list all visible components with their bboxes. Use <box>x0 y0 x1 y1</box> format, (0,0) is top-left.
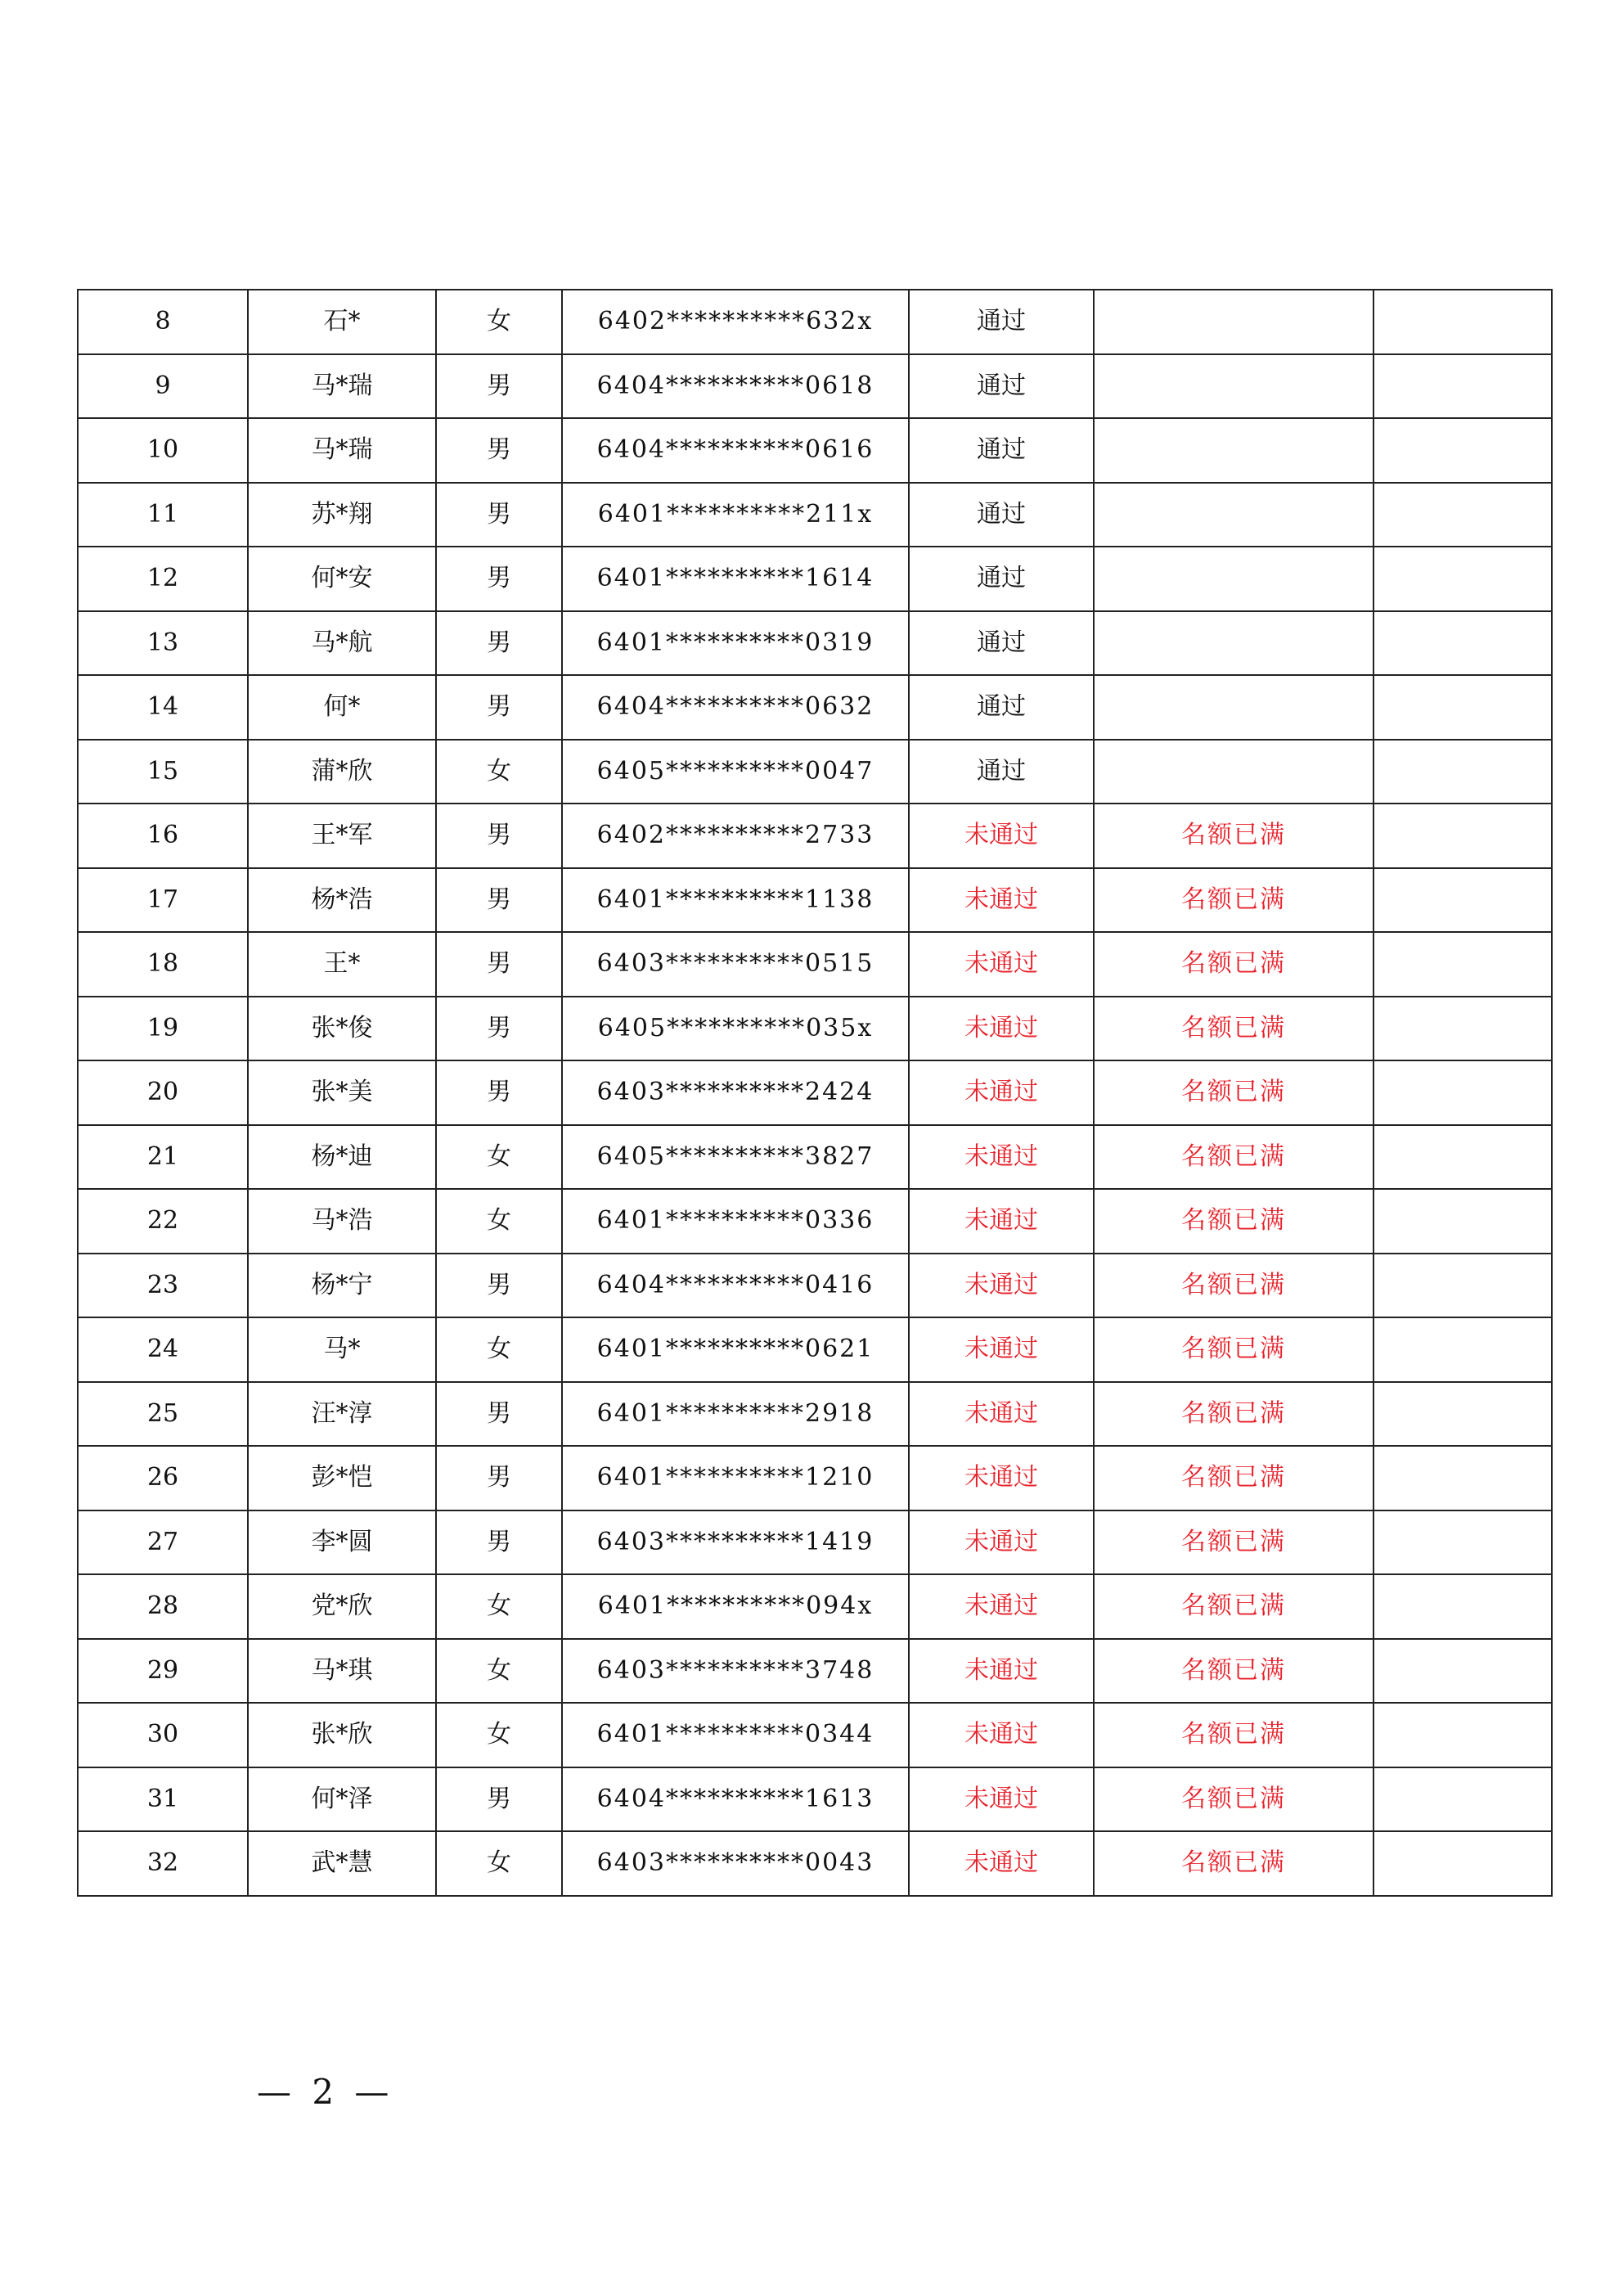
name-cell: 王* <box>248 932 436 997</box>
remark-cell: 名额已满 <box>1094 1060 1373 1125</box>
remark-cell: 名额已满 <box>1094 1767 1373 1832</box>
remark-cell <box>1094 740 1373 804</box>
note-cell <box>1373 1254 1552 1318</box>
remark-cell: 名额已满 <box>1094 1574 1373 1639</box>
table-row <box>78 547 1552 611</box>
remark-cell: 名额已满 <box>1094 1254 1373 1318</box>
name-cell: 彭*恺 <box>248 1446 436 1510</box>
gender-cell: 女 <box>436 1189 562 1254</box>
remark-cell: 名额已满 <box>1094 804 1373 868</box>
gender-cell: 男 <box>436 1767 562 1832</box>
result-cell: 未通过 <box>909 1510 1094 1575</box>
id-number-cell: 6401**********2918 <box>562 1382 909 1447</box>
table-row <box>78 1317 1552 1382</box>
result-cell: 未通过 <box>909 1382 1094 1447</box>
remark-cell: 名额已满 <box>1094 1446 1373 1510</box>
remark-cell <box>1094 547 1373 611</box>
name-cell: 何* <box>248 675 436 740</box>
result-cell: 通过 <box>909 740 1094 804</box>
table-row <box>78 1831 1552 1896</box>
result-cell: 未通过 <box>909 1125 1094 1190</box>
row-number-cell: 18 <box>78 932 248 997</box>
gender-cell: 男 <box>436 1254 562 1318</box>
row-number-cell: 30 <box>78 1703 248 1767</box>
name-cell: 马*瑞 <box>248 354 436 419</box>
gender-cell: 女 <box>436 740 562 804</box>
table-row <box>78 1510 1552 1575</box>
row-number-cell: 29 <box>78 1639 248 1704</box>
row-number-cell: 10 <box>78 418 248 483</box>
note-cell <box>1373 1831 1552 1896</box>
row-number-cell: 11 <box>78 483 248 547</box>
id-number-cell: 6404**********0416 <box>562 1254 909 1318</box>
name-cell: 马*浩 <box>248 1189 436 1254</box>
id-number-cell: 6402**********632x <box>562 290 909 354</box>
result-cell: 未通过 <box>909 1060 1094 1125</box>
name-cell: 马*瑞 <box>248 418 436 483</box>
id-number-cell: 6403**********2424 <box>562 1060 909 1125</box>
id-number-cell: 6401**********1138 <box>562 868 909 933</box>
note-cell <box>1373 932 1552 997</box>
note-cell <box>1373 1125 1552 1190</box>
table-row <box>78 290 1552 354</box>
id-number-cell: 6403**********3748 <box>562 1639 909 1704</box>
id-number-cell: 6404**********0616 <box>562 418 909 483</box>
result-cell: 未通过 <box>909 1574 1094 1639</box>
row-number-cell: 23 <box>78 1254 248 1318</box>
result-cell: 未通过 <box>909 804 1094 868</box>
table-row <box>78 675 1552 740</box>
name-cell: 蒲*欣 <box>248 740 436 804</box>
id-number-cell: 6401**********0621 <box>562 1317 909 1382</box>
result-cell: 未通过 <box>909 932 1094 997</box>
remark-cell: 名额已满 <box>1094 1317 1373 1382</box>
remark-cell <box>1094 418 1373 483</box>
id-number-cell: 6403**********0515 <box>562 932 909 997</box>
id-number-cell: 6404**********0632 <box>562 675 909 740</box>
note-cell <box>1373 1189 1552 1254</box>
table-body <box>78 290 1552 1896</box>
id-number-cell: 6403**********1419 <box>562 1510 909 1575</box>
table-row <box>78 1189 1552 1254</box>
note-cell <box>1373 611 1552 676</box>
row-number-cell: 16 <box>78 804 248 868</box>
remark-cell: 名额已满 <box>1094 1831 1373 1896</box>
id-number-cell: 6405**********0047 <box>562 740 909 804</box>
gender-cell: 男 <box>436 997 562 1061</box>
table-row <box>78 1767 1552 1832</box>
name-cell: 王*军 <box>248 804 436 868</box>
name-cell: 汪*淳 <box>248 1382 436 1447</box>
id-number-cell: 6401**********0336 <box>562 1189 909 1254</box>
result-cell: 未通过 <box>909 1831 1094 1896</box>
result-cell: 通过 <box>909 675 1094 740</box>
id-number-cell: 6404**********0618 <box>562 354 909 419</box>
gender-cell: 男 <box>436 547 562 611</box>
id-number-cell: 6401**********1614 <box>562 547 909 611</box>
result-cell: 通过 <box>909 611 1094 676</box>
name-cell: 武*慧 <box>248 1831 436 1896</box>
name-cell: 马* <box>248 1317 436 1382</box>
row-number-cell: 9 <box>78 354 248 419</box>
table-row <box>78 1382 1552 1447</box>
remark-cell: 名额已满 <box>1094 997 1373 1061</box>
row-number-cell: 21 <box>78 1125 248 1190</box>
row-number-cell: 17 <box>78 868 248 933</box>
note-cell <box>1373 675 1552 740</box>
name-cell: 杨*宁 <box>248 1254 436 1318</box>
gender-cell: 女 <box>436 290 562 354</box>
id-number-cell: 6401**********094x <box>562 1574 909 1639</box>
result-cell: 通过 <box>909 547 1094 611</box>
name-cell: 张*美 <box>248 1060 436 1125</box>
gender-cell: 男 <box>436 354 562 419</box>
id-number-cell: 6401**********0319 <box>562 611 909 676</box>
table-row <box>78 1446 1552 1510</box>
table-row <box>78 804 1552 868</box>
remark-cell: 名额已满 <box>1094 1703 1373 1767</box>
table-row <box>78 1574 1552 1639</box>
result-cell: 通过 <box>909 290 1094 354</box>
note-cell <box>1373 1317 1552 1382</box>
row-number-cell: 22 <box>78 1189 248 1254</box>
row-number-cell: 19 <box>78 997 248 1061</box>
id-number-cell: 6401**********211x <box>562 483 909 547</box>
gender-cell: 男 <box>436 1382 562 1447</box>
note-cell <box>1373 740 1552 804</box>
id-number-cell: 6405**********3827 <box>562 1125 909 1190</box>
gender-cell: 女 <box>436 1639 562 1704</box>
note-cell <box>1373 1382 1552 1447</box>
id-number-cell: 6401**********1210 <box>562 1446 909 1510</box>
name-cell: 党*欣 <box>248 1574 436 1639</box>
note-cell <box>1373 483 1552 547</box>
result-cell: 未通过 <box>909 1639 1094 1704</box>
note-cell <box>1373 1574 1552 1639</box>
note-cell <box>1373 1767 1552 1832</box>
remark-cell: 名额已满 <box>1094 1639 1373 1704</box>
gender-cell: 男 <box>436 675 562 740</box>
table-row <box>78 354 1552 419</box>
row-number-cell: 31 <box>78 1767 248 1832</box>
name-cell: 何*泽 <box>248 1767 436 1832</box>
gender-cell: 男 <box>436 611 562 676</box>
table-row <box>78 1703 1552 1767</box>
result-cell: 未通过 <box>909 1446 1094 1510</box>
row-number-cell: 32 <box>78 1831 248 1896</box>
result-cell: 通过 <box>909 418 1094 483</box>
remark-cell <box>1094 354 1373 419</box>
table-row <box>78 1254 1552 1318</box>
table-row <box>78 740 1552 804</box>
name-cell: 马*琪 <box>248 1639 436 1704</box>
results-table <box>77 289 1553 1897</box>
row-number-cell: 28 <box>78 1574 248 1639</box>
note-cell <box>1373 804 1552 868</box>
note-cell <box>1373 1446 1552 1510</box>
id-number-cell: 6405**********035x <box>562 997 909 1061</box>
row-number-cell: 15 <box>78 740 248 804</box>
table-row <box>78 868 1552 933</box>
note-cell <box>1373 1703 1552 1767</box>
table-row <box>78 483 1552 547</box>
table-row <box>78 932 1552 997</box>
gender-cell: 男 <box>436 1060 562 1125</box>
remark-cell <box>1094 611 1373 676</box>
id-number-cell: 6401**********0344 <box>562 1703 909 1767</box>
gender-cell: 男 <box>436 932 562 997</box>
note-cell <box>1373 1639 1552 1704</box>
result-cell: 未通过 <box>909 868 1094 933</box>
remark-cell: 名额已满 <box>1094 1382 1373 1447</box>
table-row <box>78 418 1552 483</box>
row-number-cell: 8 <box>78 290 248 354</box>
name-cell: 石* <box>248 290 436 354</box>
page-number: — 2 — <box>257 2072 394 2112</box>
remark-cell: 名额已满 <box>1094 1510 1373 1575</box>
result-cell: 未通过 <box>909 1189 1094 1254</box>
row-number-cell: 14 <box>78 675 248 740</box>
result-cell: 通过 <box>909 483 1094 547</box>
row-number-cell: 13 <box>78 611 248 676</box>
name-cell: 张*欣 <box>248 1703 436 1767</box>
table-row <box>78 611 1552 676</box>
note-cell <box>1373 868 1552 933</box>
row-number-cell: 12 <box>78 547 248 611</box>
gender-cell: 男 <box>436 1510 562 1575</box>
table-row <box>78 1125 1552 1190</box>
row-number-cell: 27 <box>78 1510 248 1575</box>
id-number-cell: 6404**********1613 <box>562 1767 909 1832</box>
gender-cell: 女 <box>436 1574 562 1639</box>
table-row <box>78 1060 1552 1125</box>
id-number-cell: 6403**********0043 <box>562 1831 909 1896</box>
note-cell <box>1373 547 1552 611</box>
gender-cell: 男 <box>436 418 562 483</box>
name-cell: 苏*翔 <box>248 483 436 547</box>
gender-cell: 男 <box>436 483 562 547</box>
name-cell: 李*圆 <box>248 1510 436 1575</box>
note-cell <box>1373 997 1552 1061</box>
name-cell: 杨*迪 <box>248 1125 436 1190</box>
remark-cell: 名额已满 <box>1094 1125 1373 1190</box>
gender-cell: 女 <box>436 1703 562 1767</box>
note-cell <box>1373 290 1552 354</box>
gender-cell: 女 <box>436 1317 562 1382</box>
gender-cell: 男 <box>436 1446 562 1510</box>
row-number-cell: 26 <box>78 1446 248 1510</box>
result-cell: 未通过 <box>909 1254 1094 1318</box>
name-cell: 马*航 <box>248 611 436 676</box>
id-number-cell: 6402**********2733 <box>562 804 909 868</box>
remark-cell <box>1094 675 1373 740</box>
note-cell <box>1373 418 1552 483</box>
note-cell <box>1373 1510 1552 1575</box>
result-cell: 通过 <box>909 354 1094 419</box>
table-row <box>78 997 1552 1061</box>
gender-cell: 女 <box>436 1831 562 1896</box>
table-row <box>78 1639 1552 1704</box>
name-cell: 何*安 <box>248 547 436 611</box>
remark-cell: 名额已满 <box>1094 932 1373 997</box>
note-cell <box>1373 1060 1552 1125</box>
gender-cell: 男 <box>436 868 562 933</box>
result-cell: 未通过 <box>909 1317 1094 1382</box>
row-number-cell: 24 <box>78 1317 248 1382</box>
remark-cell: 名额已满 <box>1094 868 1373 933</box>
result-cell: 未通过 <box>909 1767 1094 1832</box>
remark-cell <box>1094 483 1373 547</box>
row-number-cell: 25 <box>78 1382 248 1447</box>
remark-cell <box>1094 290 1373 354</box>
result-cell: 未通过 <box>909 997 1094 1061</box>
name-cell: 杨*浩 <box>248 868 436 933</box>
name-cell: 张*俊 <box>248 997 436 1061</box>
row-number-cell: 20 <box>78 1060 248 1125</box>
gender-cell: 男 <box>436 804 562 868</box>
note-cell <box>1373 354 1552 419</box>
result-cell: 未通过 <box>909 1703 1094 1767</box>
gender-cell: 女 <box>436 1125 562 1190</box>
remark-cell: 名额已满 <box>1094 1189 1373 1254</box>
